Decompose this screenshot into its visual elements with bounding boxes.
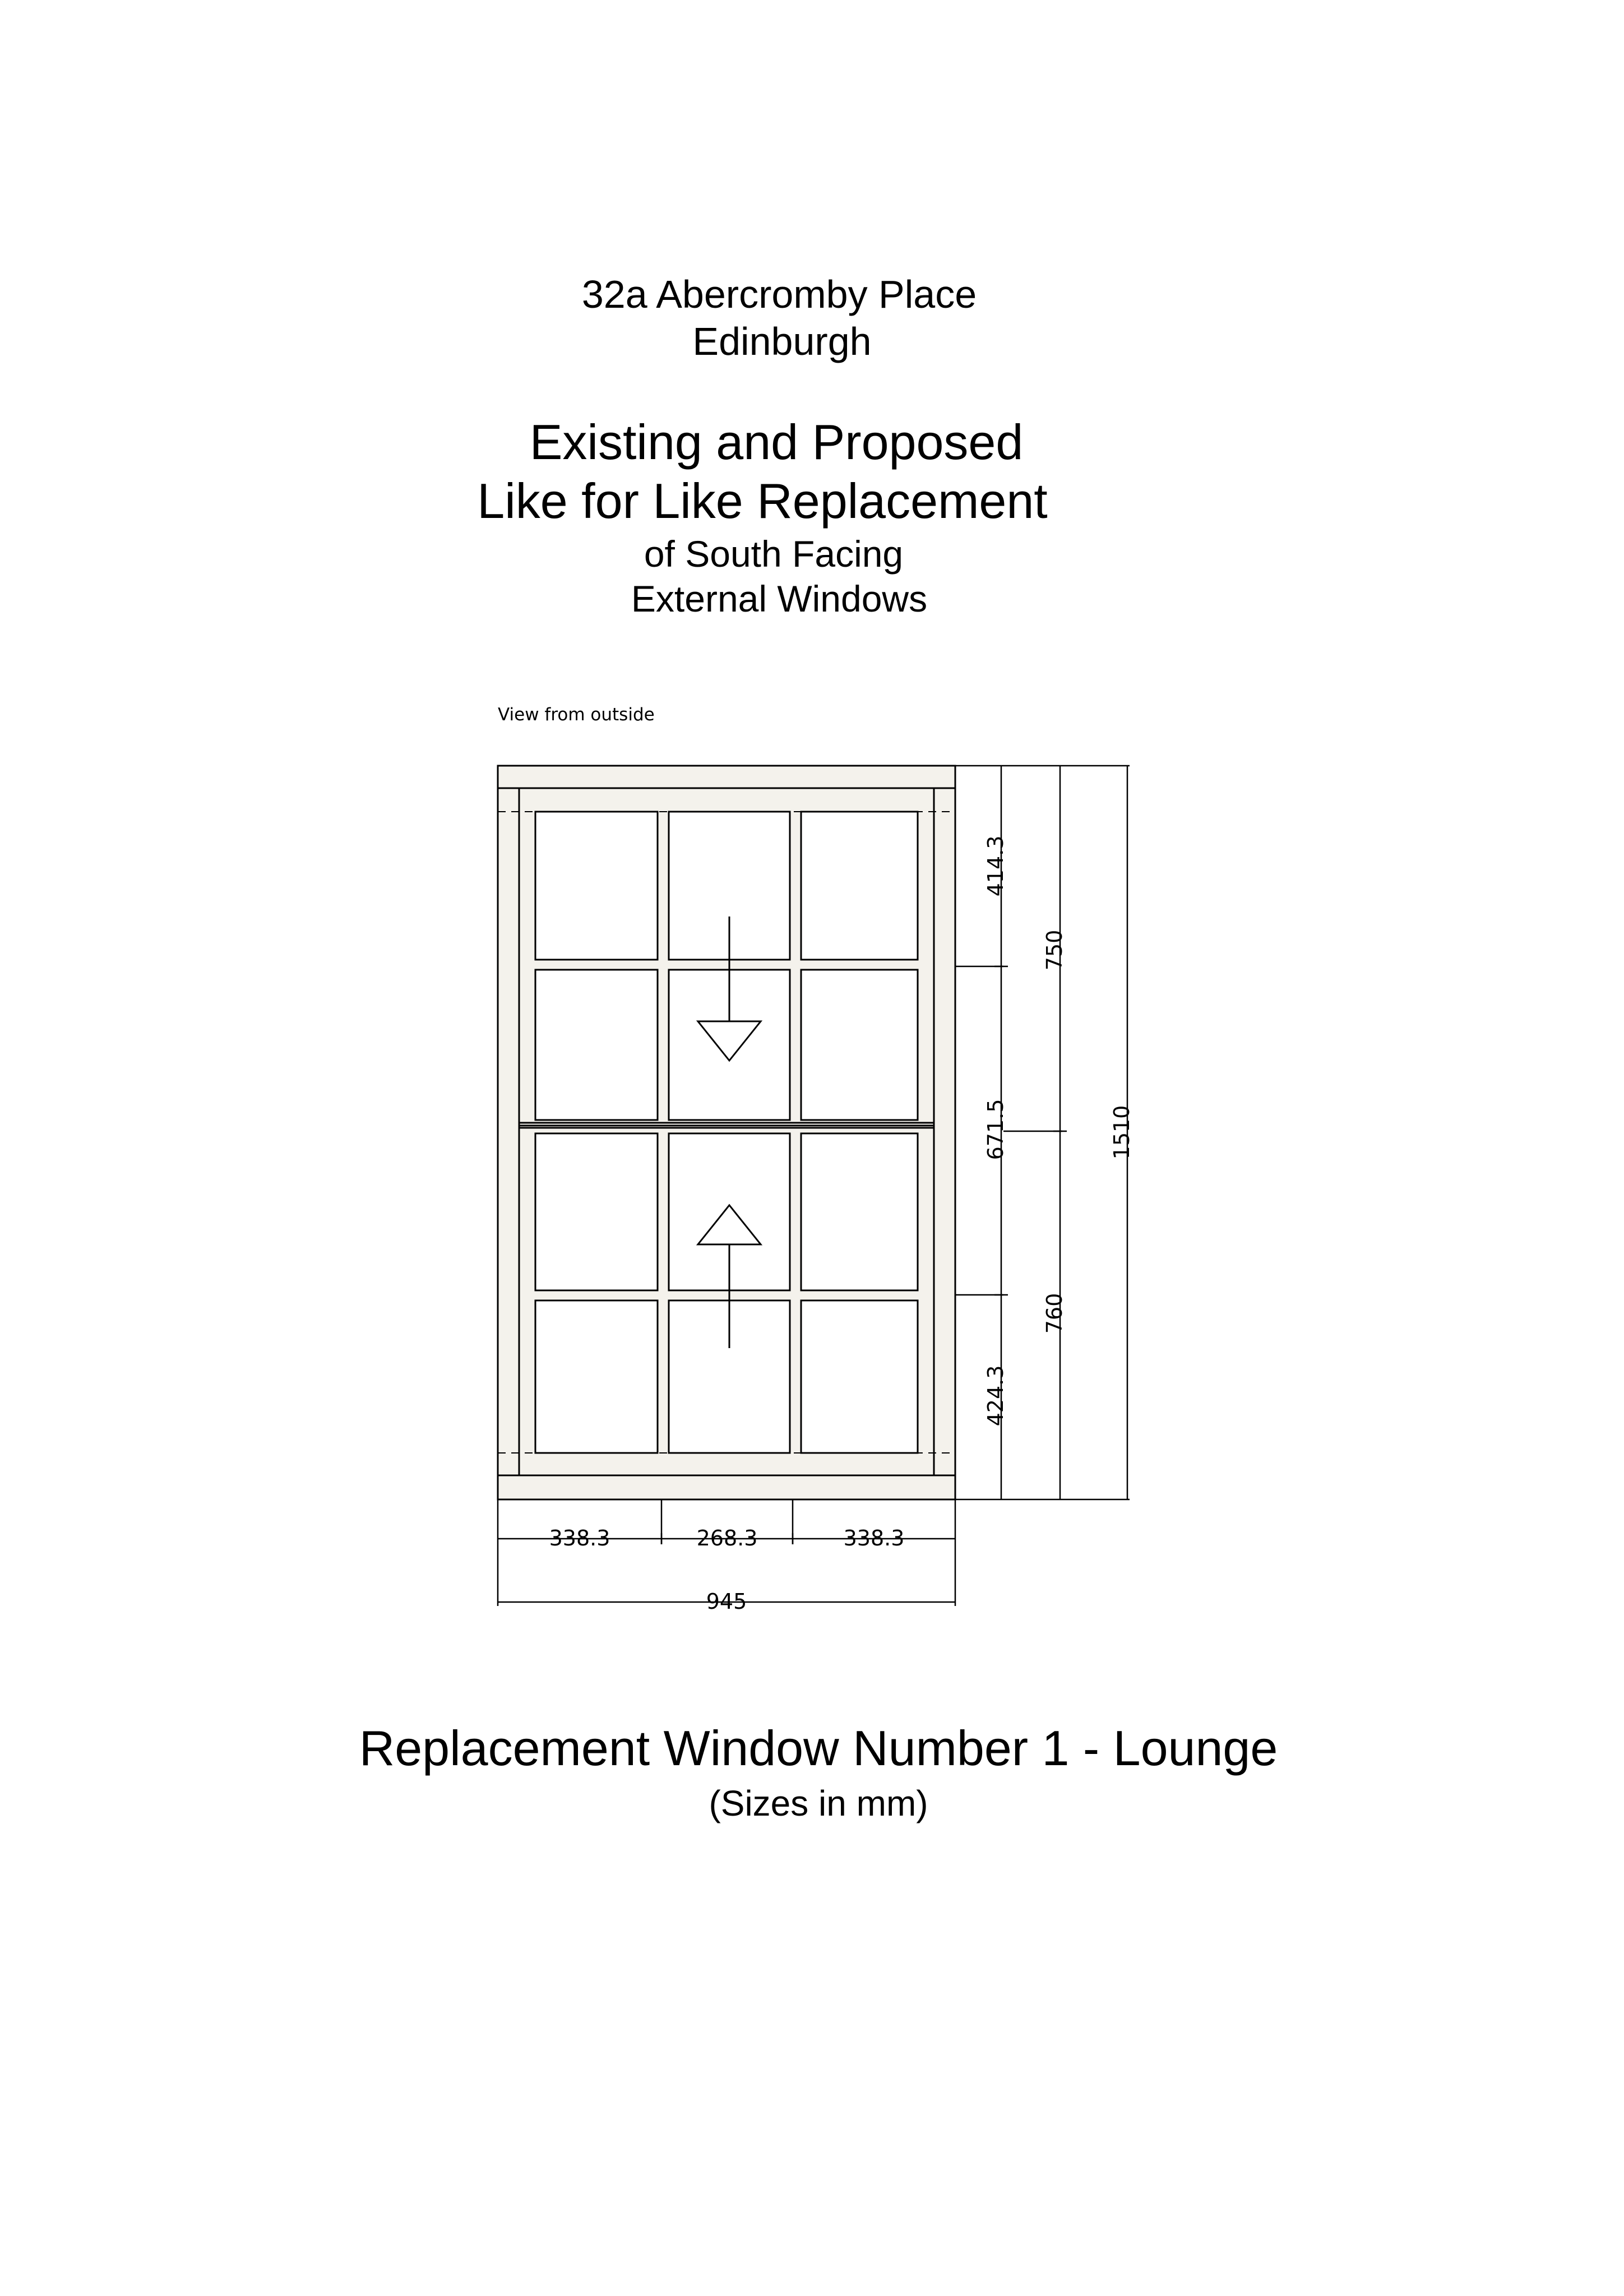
dim-total-height: 1510 xyxy=(1109,1105,1134,1160)
pane xyxy=(535,1300,658,1453)
dim-upper-sash: 750 xyxy=(1042,929,1067,971)
view-label: View from outside xyxy=(498,705,655,725)
pane xyxy=(535,1133,658,1290)
dim-lower-sash: 760 xyxy=(1042,1293,1067,1334)
pane xyxy=(801,1133,918,1290)
vertical-dimensions xyxy=(955,766,1130,1499)
pane xyxy=(801,812,918,960)
frame-right-jamb xyxy=(934,766,955,1499)
pane xyxy=(535,812,658,960)
dim-upper-pane: 414.3 xyxy=(983,835,1008,897)
dim-middle-width: 268.3 xyxy=(696,1526,758,1550)
units-note: (Sizes in mm) xyxy=(709,1783,928,1823)
title-line-1: Existing and Proposed xyxy=(529,414,1024,470)
address-line-1: 32a Abercromby Place xyxy=(581,272,977,316)
pane xyxy=(801,1300,918,1453)
frame-head xyxy=(498,766,955,788)
dim-lower-pane: 424.3 xyxy=(983,1365,1008,1427)
drawing-caption: Replacement Window Number 1 - Lounge xyxy=(359,1720,1278,1776)
frame-sill xyxy=(498,1475,955,1499)
pane xyxy=(535,970,658,1120)
dim-meeting-rail: 671.5 xyxy=(983,1099,1008,1160)
dim-total-width: 945 xyxy=(706,1589,747,1614)
title-line-4: External Windows xyxy=(631,578,928,619)
frame-left-jamb xyxy=(498,766,519,1499)
dim-right-width: 338.3 xyxy=(843,1526,905,1550)
title-line-3: of South Facing xyxy=(644,533,904,575)
title-line-2: Like for Like Replacement xyxy=(477,473,1048,529)
dim-left-width: 338.3 xyxy=(549,1526,610,1550)
pane xyxy=(801,970,918,1120)
address-line-2: Edinburgh xyxy=(692,320,872,363)
